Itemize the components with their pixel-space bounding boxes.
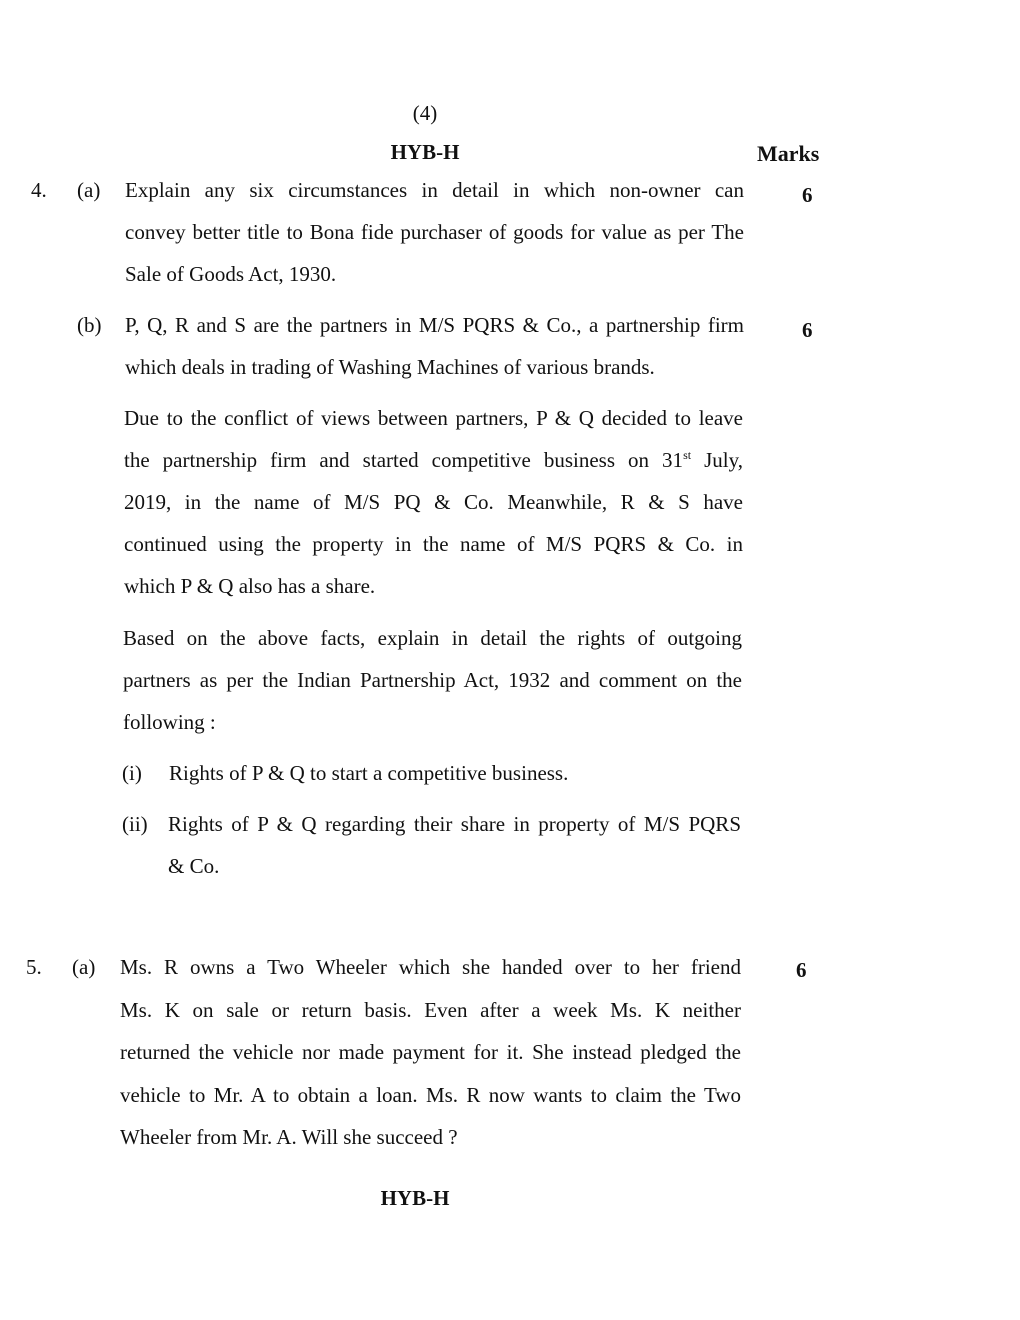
question-4-number: 4. [31,178,47,202]
subitem-i-label: (i) [122,761,142,785]
question-4b-line: partners as per the Indian Partnership Act, 1932 and comment on the [123,668,742,692]
question-4b-line: P, Q, R and S are the partners in M/S PQRS & Co., a partnership firm [125,313,744,337]
question-4b-line: which deals in trading of Washing Machines of various brands. [125,355,655,379]
subitem-ii-label: (ii) [122,812,148,836]
question-4b-line: 2019, in the name of M/S PQ & Co. Meanwhile, R & S have [124,490,743,514]
question-4a-label: (a) [77,178,101,202]
question-4b-line-text: the partnership firm and started competitive business on 31 [124,448,684,472]
question-5a-line: Ms. R owns a Two Wheeler which she handed over to her friend [120,955,741,979]
question-4b-line [124,448,743,473]
marks-column-header: Marks [757,141,820,166]
question-5a-line: Wheeler from Mr. A. Will she succeed ? [120,1125,458,1149]
question-5a-line: Ms. K on sale or return basis. Even after a week Ms. K neither [120,998,741,1022]
paper-code-header: HYB-H [390,140,460,164]
question-5a-label: (a) [72,955,96,979]
question-4a-line: Sale of Goods Act, 1930. [125,262,337,286]
question-4b-label: (b) [77,313,102,337]
page-number: (4) [412,101,438,125]
question-4b-line-text: July, [691,448,743,472]
question-4a-marks: 6 [802,183,813,207]
question-4b-line: following : [123,710,216,734]
question-4b-line: which P & Q also has a share. [124,574,376,598]
ordinal-suffix: st [683,448,692,462]
question-5a-line: returned the vehicle nor made payment for it. She instead pledged the [120,1040,741,1064]
paper-code-footer: HYB-H [380,1186,450,1210]
question-4a-line: convey better title to Bona fide purchaser of goods for value as per The [125,220,744,244]
question-4b-line: Based on the above facts, explain in detail the rights of outgoing [123,626,742,650]
subitem-ii-text: Rights of P & Q regarding their share in property of M/S PQRS [168,812,741,836]
question-5a-marks: 6 [796,958,807,982]
subitem-ii-text: & Co. [168,854,220,878]
question-4b-line: Due to the conflict of views between partners, P & Q decided to leave [124,406,743,430]
question-4b-line: continued using the property in the name of M/S PQRS & Co. in [124,532,743,556]
subitem-i-text: Rights of P & Q to start a competitive business. [169,761,569,785]
question-4a-line: Explain any six circumstances in detail in which non-owner can [125,178,744,202]
question-5-number: 5. [26,955,42,979]
question-4b-marks: 6 [802,318,813,342]
question-5a-line: vehicle to Mr. A to obtain a loan. Ms. R now wants to claim the Two [120,1083,741,1107]
